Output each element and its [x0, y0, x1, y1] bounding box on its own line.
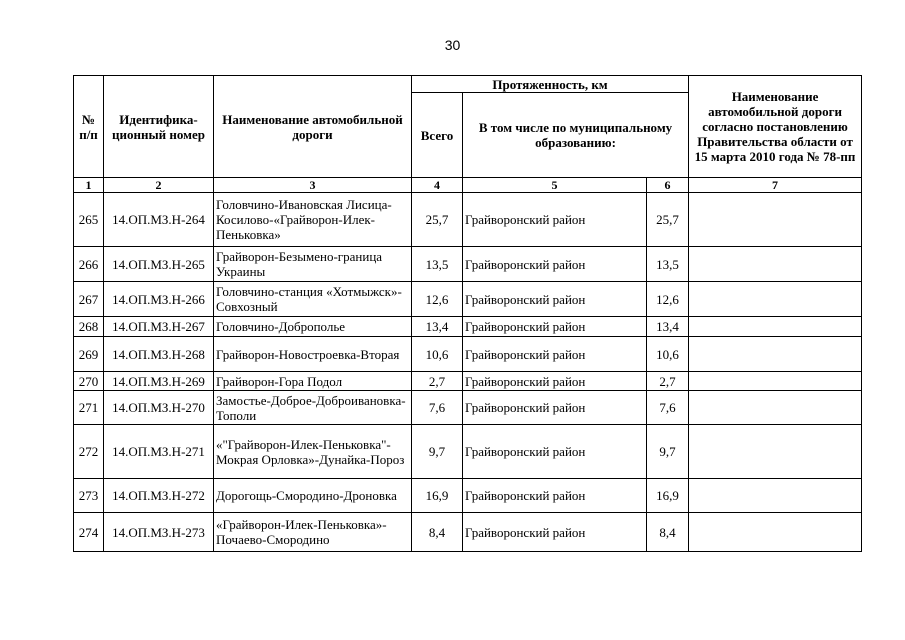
resolution-name [689, 282, 862, 317]
road-identifier: 14.ОП.МЗ.Н-265 [104, 247, 214, 282]
table-row [74, 372, 862, 391]
road-identifier: 14.ОП.МЗ.Н-268 [104, 337, 214, 372]
resolution-name [689, 425, 862, 479]
municipality: Грайворонский район [463, 513, 647, 552]
municipality-length: 13,4 [647, 317, 689, 337]
column-number-row [74, 178, 862, 193]
row-number: 271 [74, 391, 104, 425]
column-number: 2 [104, 178, 214, 193]
table-row [74, 425, 862, 479]
road-name: Грайворон-Новостроевка-Вторая [214, 337, 412, 372]
row-number: 273 [74, 479, 104, 513]
municipality-length: 25,7 [647, 193, 689, 247]
column-number: 6 [647, 178, 689, 193]
table-row [74, 513, 862, 552]
road-name: Головчино-станция «Хотмыжск»-Совхозный [214, 282, 412, 317]
page-number: 30 [444, 37, 461, 53]
header-including: В том числе по муниципальному образованию: [463, 93, 689, 178]
road-name: «Грайворон-Илек-Пеньковка»-Почаево-Смородино [214, 513, 412, 552]
municipality: Грайворонский район [463, 193, 647, 247]
municipality: Грайворонский район [463, 317, 647, 337]
municipality: Грайворонский район [463, 479, 647, 513]
total-length: 2,7 [412, 372, 463, 391]
municipality-length: 7,6 [647, 391, 689, 425]
row-number: 270 [74, 372, 104, 391]
municipality-length: 13,5 [647, 247, 689, 282]
resolution-name [689, 479, 862, 513]
road-name: Головчино-Доброполье [214, 317, 412, 337]
road-identifier: 14.ОП.МЗ.Н-267 [104, 317, 214, 337]
resolution-name [689, 247, 862, 282]
road-identifier: 14.ОП.МЗ.Н-272 [104, 479, 214, 513]
road-identifier: 14.ОП.МЗ.Н-273 [104, 513, 214, 552]
roads-table [73, 75, 862, 552]
road-identifier: 14.ОП.МЗ.Н-264 [104, 193, 214, 247]
road-name: Дорогощь-Смородино-Дроновка [214, 479, 412, 513]
road-name: Замостье-Доброе-Доброивановка-Тополи [214, 391, 412, 425]
total-length: 13,4 [412, 317, 463, 337]
header-road-name: Наименование автомобильной дороги [214, 76, 412, 178]
header-identifier: Идентифика-ционный номер [104, 76, 214, 178]
header-number: № п/п [74, 76, 104, 178]
row-number: 267 [74, 282, 104, 317]
resolution-name [689, 372, 862, 391]
road-identifier: 14.ОП.МЗ.Н-266 [104, 282, 214, 317]
municipality: Грайворонский район [463, 247, 647, 282]
table-body [74, 193, 862, 552]
row-number: 274 [74, 513, 104, 552]
column-number: 3 [214, 178, 412, 193]
road-identifier: 14.ОП.МЗ.Н-270 [104, 391, 214, 425]
road-name: Грайворон-Безымено-граница Украины [214, 247, 412, 282]
road-identifier: 14.ОП.МЗ.Н-269 [104, 372, 214, 391]
municipality: Грайворонский район [463, 282, 647, 317]
total-length: 7,6 [412, 391, 463, 425]
table-row [74, 247, 862, 282]
municipality: Грайворонский район [463, 337, 647, 372]
total-length: 25,7 [412, 193, 463, 247]
resolution-name [689, 513, 862, 552]
resolution-name [689, 337, 862, 372]
municipality-length: 2,7 [647, 372, 689, 391]
table-row [74, 479, 862, 513]
total-length: 13,5 [412, 247, 463, 282]
municipality: Грайворонский район [463, 372, 647, 391]
column-number: 7 [689, 178, 862, 193]
table-row [74, 317, 862, 337]
header-resolution-name: Наименование автомобильной дороги согласно постановлению Правительства области от 15 марта 2010 года № 78-пп [689, 76, 862, 178]
header-total: Всего [412, 93, 463, 178]
table-header [74, 76, 862, 193]
table-row [74, 282, 862, 317]
total-length: 12,6 [412, 282, 463, 317]
total-length: 10,6 [412, 337, 463, 372]
municipality-length: 8,4 [647, 513, 689, 552]
municipality: Грайворонский район [463, 391, 647, 425]
row-number: 266 [74, 247, 104, 282]
road-name: Грайворон-Гора Подол [214, 372, 412, 391]
resolution-name [689, 317, 862, 337]
total-length: 9,7 [412, 425, 463, 479]
total-length: 16,9 [412, 479, 463, 513]
column-number: 5 [463, 178, 647, 193]
road-name: «"Грайворон-Илек-Пеньковка"-Мокрая Орловка»-Дунайка-Пороз [214, 425, 412, 479]
total-length: 8,4 [412, 513, 463, 552]
column-number: 1 [74, 178, 104, 193]
row-number: 265 [74, 193, 104, 247]
municipality-length: 10,6 [647, 337, 689, 372]
municipality-length: 16,9 [647, 479, 689, 513]
road-name: Головчино-Ивановская Лисица-Косилово-«Грайворон-Илек-Пеньковка» [214, 193, 412, 247]
header-length: Протяженность, км [412, 76, 689, 93]
resolution-name [689, 391, 862, 425]
municipality-length: 9,7 [647, 425, 689, 479]
table-row [74, 391, 862, 425]
municipality: Грайворонский район [463, 425, 647, 479]
row-number: 268 [74, 317, 104, 337]
table-row [74, 337, 862, 372]
row-number: 272 [74, 425, 104, 479]
column-number: 4 [412, 178, 463, 193]
municipality-length: 12,6 [647, 282, 689, 317]
row-number: 269 [74, 337, 104, 372]
table-row [74, 193, 862, 247]
road-identifier: 14.ОП.МЗ.Н-271 [104, 425, 214, 479]
resolution-name [689, 193, 862, 247]
